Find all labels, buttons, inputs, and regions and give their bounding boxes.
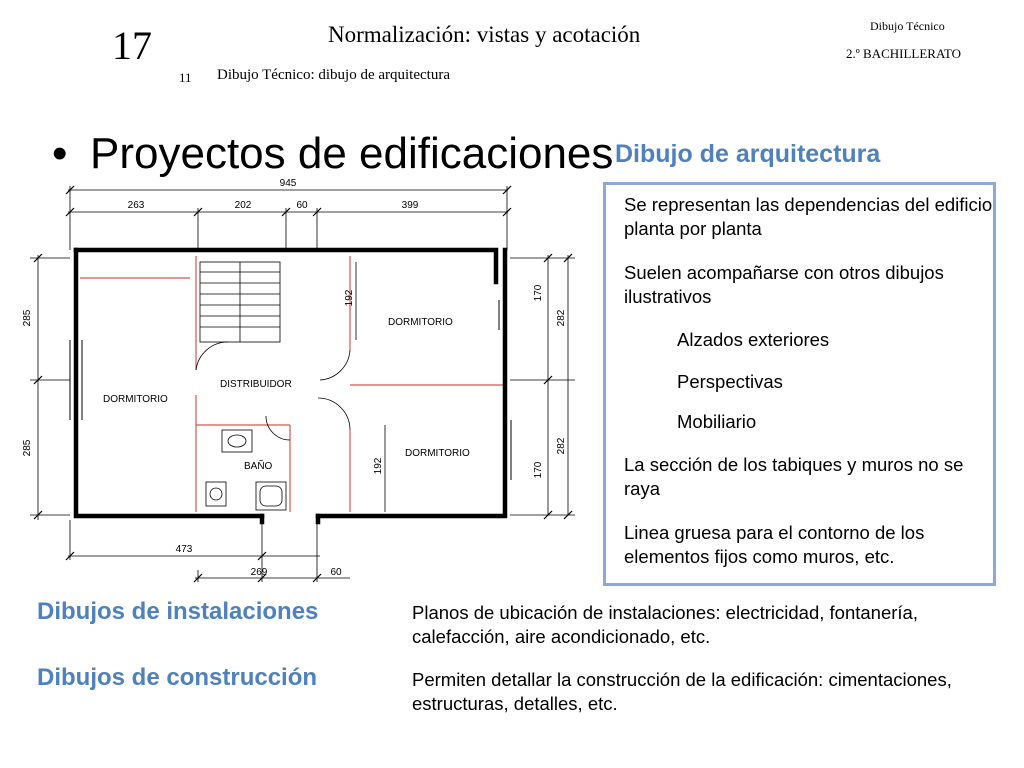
dim-399: 399 xyxy=(401,200,419,211)
arch-heading: Dibujo de arquitectura xyxy=(615,140,881,168)
floor-plan-drawing xyxy=(14,170,604,590)
staircase xyxy=(200,262,280,342)
lesson-number: 11 xyxy=(179,70,192,85)
dim-282-lower: 282 xyxy=(556,437,567,455)
dim-60-top: 60 xyxy=(296,200,308,211)
dim-285-lower: 285 xyxy=(22,439,33,457)
title-bullet: • xyxy=(52,129,68,178)
construction-heading: Dibujos de construcción xyxy=(37,664,318,691)
installations-description: Planos de ubicación de instalaciones: electricidad, fontanería, calefacción, aire acondicionado, etc. xyxy=(412,602,918,647)
lesson-title: Dibujo Técnico: dibujo de arquitectura xyxy=(217,67,450,83)
arch-paragraph-4: Linea gruesa para el contorno de los elementos fijos como muros, etc. xyxy=(624,522,925,567)
dim-263: 263 xyxy=(127,200,145,211)
dim-945: 945 xyxy=(279,178,297,189)
dimension-lines xyxy=(30,186,575,582)
partition-walls xyxy=(80,256,505,512)
dim-202: 202 xyxy=(234,200,252,211)
arch-item-mobiliario: Mobiliario xyxy=(677,411,757,432)
dimension-ticks xyxy=(34,186,572,582)
room-bano: BAÑO xyxy=(244,461,273,472)
room-distribuidor: DISTRIBUIDOR xyxy=(220,379,292,390)
slide-title: Proyectos de edificaciones xyxy=(90,129,614,178)
dim-170-lower: 170 xyxy=(533,461,544,479)
arch-paragraph-1: Se representan las dependencias del edificio planta por planta xyxy=(624,194,993,239)
course-label: 2.º BACHILLERATO xyxy=(846,46,962,61)
construction-description: Permiten detallar la construcción de la edificación: cimentaciones, estructuras, detalles, etc. xyxy=(412,669,952,714)
dim-170-upper: 170 xyxy=(533,284,544,302)
dim-285-upper: 285 xyxy=(22,309,33,327)
dim-60-bottom: 60 xyxy=(330,567,342,578)
installations-heading: Dibujos de instalaciones xyxy=(37,598,319,625)
arch-item-perspectivas: Perspectivas xyxy=(677,371,783,392)
architecture-info-box xyxy=(603,182,996,586)
subject-label: Dibujo Técnico xyxy=(870,19,945,33)
room-dormitorio-left: DORMITORIO xyxy=(103,394,168,405)
dim-269: 269 xyxy=(250,567,268,578)
arch-item-alzados: Alzados exteriores xyxy=(677,329,830,350)
unit-title: Normalización: vistas y acotación xyxy=(328,22,641,47)
dim-282-upper: 282 xyxy=(556,309,567,327)
room-dormitorio-top-right: DORMITORIO xyxy=(388,317,453,328)
dim-473: 473 xyxy=(175,544,193,555)
unit-number: 17 xyxy=(112,23,152,68)
dim-192-upper: 192 xyxy=(344,289,355,307)
dim-192-lower: 192 xyxy=(373,457,384,475)
room-dormitorio-bottom-right: DORMITORIO xyxy=(405,448,470,459)
arch-paragraph-2: Suelen acompañarse con otros dibujos ilustrativos xyxy=(624,262,944,307)
arch-paragraph-3: La sección de los tabiques y muros no se raya xyxy=(624,454,964,499)
